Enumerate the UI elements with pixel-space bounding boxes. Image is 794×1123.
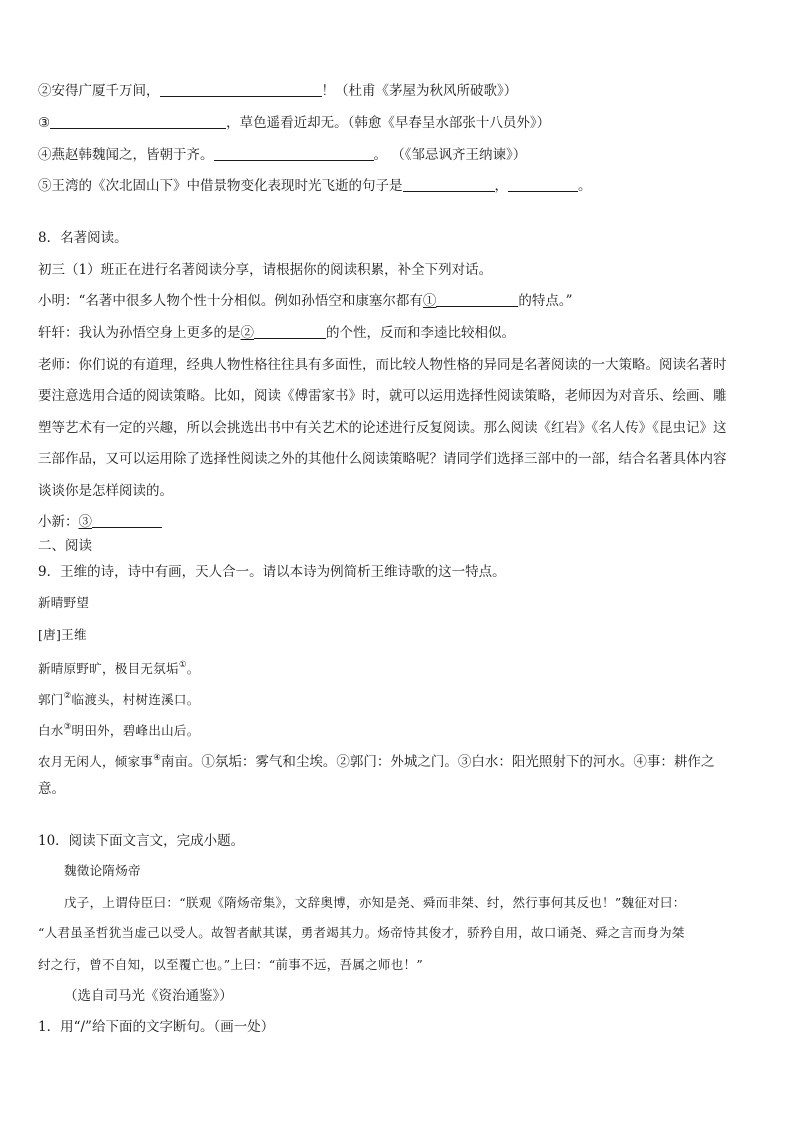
q8-title: 8．名著阅读。 xyxy=(38,230,128,246)
poem-author: [唐]王维 xyxy=(38,627,87,642)
q8-teacher-line: 谈谈你是怎样阅读的。 xyxy=(38,483,173,499)
answer-blank[interactable] xyxy=(92,513,162,528)
q8-teacher-line: 老师：你们说的有道理，经典人物性格往往具有多面性，而比较人物性格的异同是名著阅读的一大策略。阅读名著时 xyxy=(38,357,727,373)
answer-blank[interactable] xyxy=(436,292,518,307)
passage-line: 纣之行，曾不自知，以至覆亡也。”上曰：“前事不远，吾属之师也！” xyxy=(38,957,424,972)
answer-blank[interactable] xyxy=(254,324,326,339)
q7-line-5: ⑤王湾的《次北固山下》中借景物变化表现时光飞逝的句子是 ， 。 xyxy=(38,178,592,194)
q8-teacher-line: 三部作品，又可以运用除了选择性阅读之外的其他什么阅读策略呢？请同学们选择三部中的一部，结合名著具体内容 xyxy=(38,451,727,467)
q9-title: 9．王维的诗，诗中有画，天人合一。请以本诗为例简析王维诗歌的这一特点。 xyxy=(38,564,506,580)
answer-blank[interactable] xyxy=(160,82,322,97)
poem-title: 新晴野望 xyxy=(38,595,90,610)
q8-teacher-line: 要注意选用合适的阅读策略。比如，阅读《傅雷家书》时，就可以运用选择性阅读策略，老师因为对音乐、绘画、雕 xyxy=(38,388,727,404)
q10-title: 10．阅读下面文言文，完成小题。 xyxy=(38,833,245,849)
q8-xuanxuan: 轩轩：我认为孙悟空身上更多的是② 的个性，反而和李逵比较相似。 xyxy=(38,325,515,341)
section-heading: 二、阅读 xyxy=(38,538,92,554)
q8-teacher-line: 塑等艺术有一定的兴趣，所以会挑选出书中有关艺术的论述进行反复阅读。那么阅读《红岩》《名人传》《昆虫记》这 xyxy=(38,420,727,436)
q8-xiaoming: 小明：“名著中很多人物个性十分相似。例如孙悟空和康塞尔都有① 的特点。” xyxy=(38,293,573,309)
q10-sub1: 1．用“/”给下面的文字断句。（画一处） xyxy=(38,1019,275,1035)
passage-source: （选自司马光《资治通鉴》） xyxy=(64,988,233,1004)
poem-line: 白水③明田外，碧峰出山后。 xyxy=(38,722,200,738)
answer-blank[interactable] xyxy=(214,146,374,161)
q7-line-2: ②安得广厦千万间， ！（杜甫《茅屋为秋风所破歌》） xyxy=(38,83,518,99)
passage-line: “人君虽圣哲犹当虚己以受人。故智者献其谋，勇者竭其力。炀帝恃其俊才，骄矜自用，故口诵尧、舜之言而身为桀 xyxy=(38,925,685,940)
q8-intro: 初三（1）班正在进行名著阅读分享，请根据你的阅读积累，补全下列对话。 xyxy=(38,262,493,278)
q7-line-4: ④燕赵韩魏闻之，皆朝于齐。 。 （《邹忌讽齐王纳谏》） xyxy=(38,147,527,163)
answer-blank[interactable] xyxy=(403,177,495,192)
answer-blank[interactable] xyxy=(50,114,226,129)
passage-line: 戊子，上谓侍臣曰：“朕观《隋炀帝集》，文辞奥博，亦知是尧、舜而非桀、纣，然行事何其反也！”魏征对曰： xyxy=(64,895,686,910)
poem-line: 郭门②临渡头，村树连溪口。 xyxy=(38,691,200,707)
q8-xiaoxin: 小新：③ xyxy=(38,513,162,531)
poem-line: 新晴原野旷，极目无氛垢①。 xyxy=(38,660,200,676)
poem-line-with-notes: 农月无闲人，倾家事④南亩。①氛垢：雾气和尘埃。②郭门：外城之门。③白水：阳光照射下的河水。④事：耕作之 xyxy=(38,753,715,770)
poem-notes-end: 意。 xyxy=(38,781,65,797)
answer-blank[interactable] xyxy=(508,177,578,192)
q7-line-3: ③ ，草色遥看近却无。（韩愈《早春呈水部张十八员外》） xyxy=(38,115,551,131)
passage-title: 魏徵论隋炀帝 xyxy=(64,863,141,878)
